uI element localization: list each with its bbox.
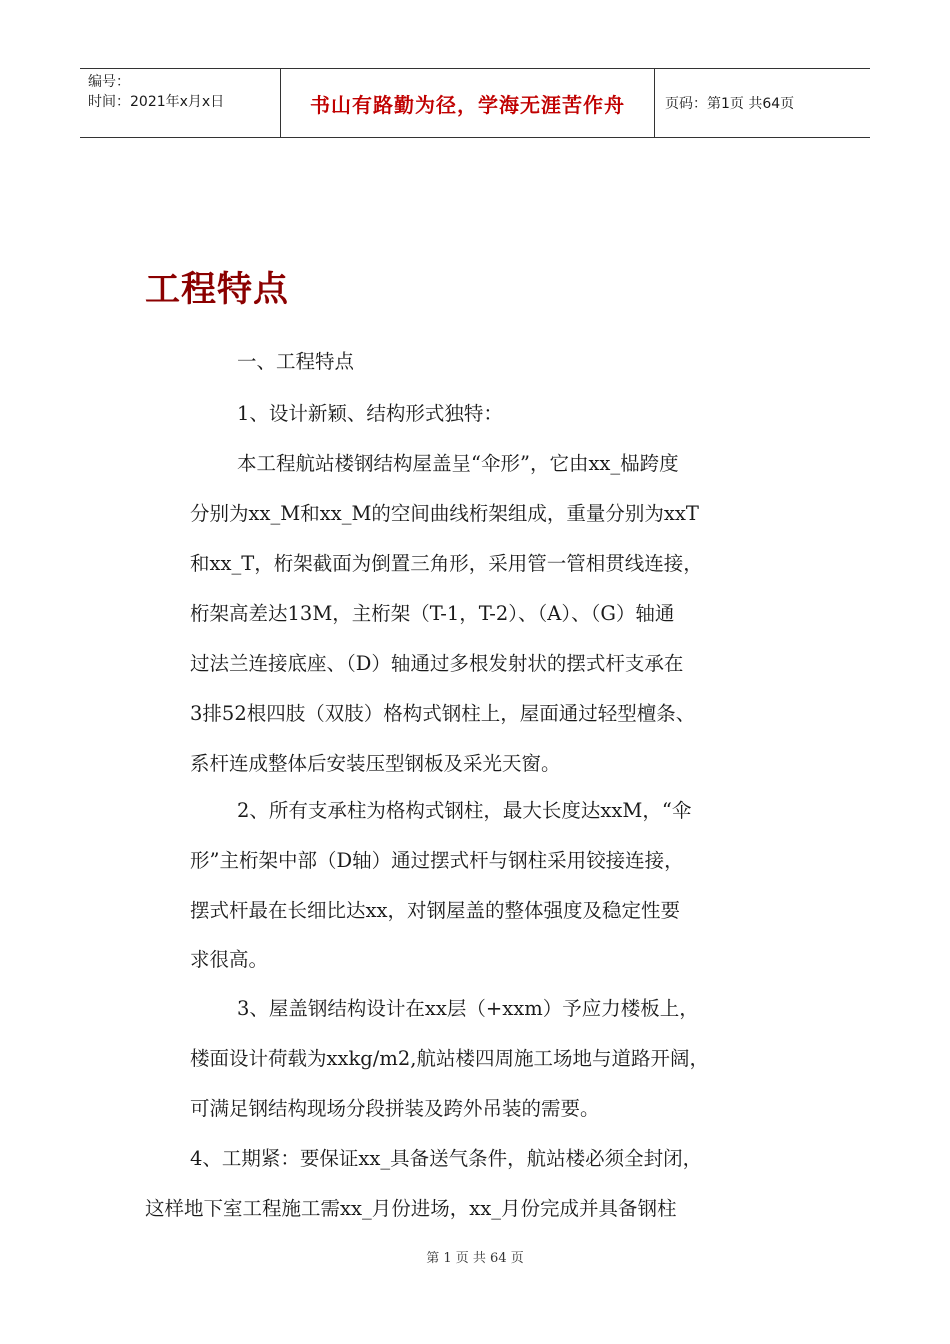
- paragraph-line: 分别为xx_M和xx_M的空间曲线桁架组成，重量分别为xxT: [190, 502, 699, 525]
- document-title: 工程特点: [145, 270, 290, 310]
- section-heading: 一、工程特点: [237, 350, 355, 373]
- paragraph-line: 形”主桁架中部（D轴）通过摆式杆与钢柱采用铰接连接，: [190, 849, 684, 872]
- paragraph-line: 这样地下室工程施工需xx_月份进场，xx_月份完成并具备钢柱: [145, 1197, 677, 1220]
- paragraph-line: 3、屋盖钢结构设计在xx层（+xxm）予应力楼板上，: [237, 997, 699, 1020]
- item-heading-1: 1、设计新颖、结构形式独特：: [237, 402, 503, 425]
- paragraph-line: 摆式杆最在长细比达xx，对钢屋盖的整体强度及稳定性要: [190, 899, 680, 922]
- page-header: [80, 68, 870, 138]
- paragraph-line: 和xx_T，桁架截面为倒置三角形，采用管一管相贯线连接，: [190, 552, 703, 575]
- paragraph-line: 过法兰连接底座、（D）轴通过多根发射状的摆式杆支承在: [190, 652, 684, 675]
- page-footer: 第 1 页 共 64 页: [426, 1251, 524, 1266]
- paragraph-line: 楼面设计荷载为xxkg/m2,航站楼四周施工场地与道路开阔，: [190, 1047, 709, 1070]
- paragraph-line: 桁架高差达13M，主桁架（T-1，T-2）、（A）、（G）轴通: [190, 602, 675, 625]
- paragraph-line: 系杆连成整体后安装压型钢板及采光天窗。: [190, 752, 561, 775]
- paragraph-line: 2、所有支承柱为格构式钢柱，最大长度达xxM，“伞: [237, 799, 692, 822]
- header-motto: 书山有路勤为径，学海无涯苦作舟: [281, 69, 655, 137]
- header-page-info: 页码：第1页 共64页: [665, 96, 795, 112]
- paragraph-line: 3排52根四肢（双肢）格构式钢柱上，屋面通过轻型檀条、: [190, 702, 696, 725]
- header-meta: [80, 69, 281, 137]
- paragraph-line: 求很高。: [190, 948, 269, 971]
- paragraph-line: 可满足钢结构现场分段拼装及跨外吊装的需要。: [190, 1097, 600, 1120]
- paragraph-line: 本工程航站楼钢结构屋盖呈“伞形”，它由xx_榀跨度: [237, 452, 679, 475]
- header-number-label: 编号：: [88, 74, 130, 90]
- header-time-label: 时间：2021年x月x日: [88, 94, 225, 110]
- paragraph-line: 4、工期紧：要保证xx_具备送气条件，航站楼必须全封闭，: [190, 1147, 703, 1170]
